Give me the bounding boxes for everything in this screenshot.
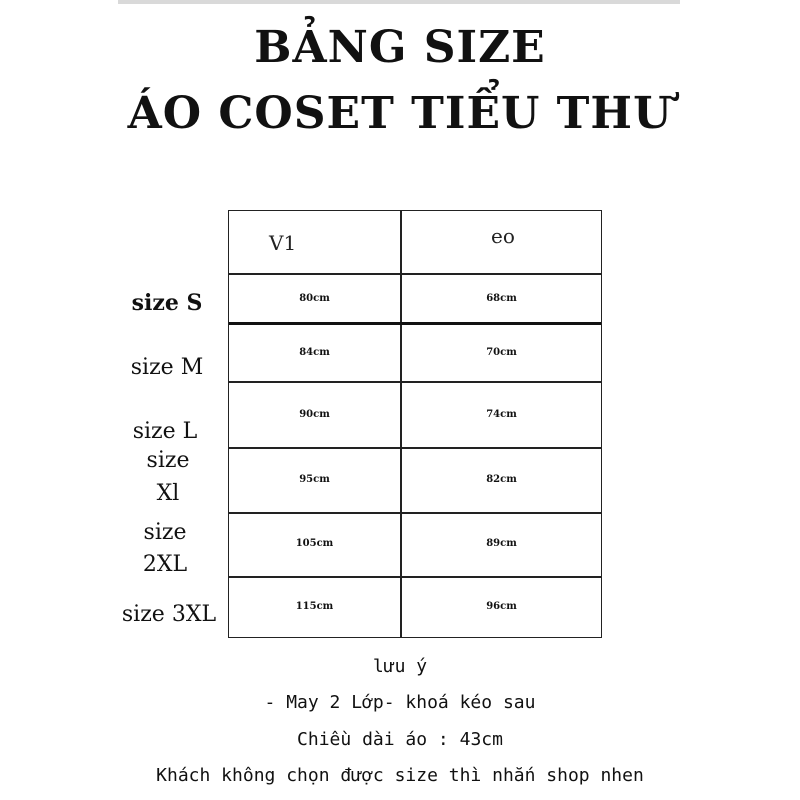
cell-l-eo: 74cm xyxy=(486,409,517,420)
row-label-xl-line2: Xl xyxy=(156,481,180,506)
top-divider xyxy=(118,0,680,4)
row-label-l: size L xyxy=(132,419,198,444)
row-label-3xl: size 3XL xyxy=(121,602,217,627)
row-label-2xl-line1: size xyxy=(143,520,187,545)
row-label-2xl-line2: 2XL xyxy=(142,552,188,577)
cell-2xl-eo: 89cm xyxy=(486,538,517,549)
cell-l-v1: 90cm xyxy=(299,409,330,420)
table-row-divider xyxy=(229,322,601,325)
cell-xl-eo: 82cm xyxy=(486,474,517,485)
cell-m-v1: 84cm xyxy=(299,347,330,358)
header-eo: eo xyxy=(491,224,515,248)
notes-line-3: Khách không chọn được size thì nhắn shop nhen xyxy=(156,765,644,786)
cell-3xl-eo: 96cm xyxy=(486,601,517,612)
table-row-divider xyxy=(229,576,601,578)
table-column-divider xyxy=(400,211,402,637)
table-row-divider xyxy=(229,273,601,275)
cell-2xl-v1: 105cm xyxy=(295,538,334,549)
table-row-divider xyxy=(229,512,601,514)
page-title: BẢNG SIZE xyxy=(254,22,546,73)
row-label-s: size S xyxy=(131,290,203,316)
page-subtitle: ÁO COSET TIỂU THƯ xyxy=(127,88,673,139)
size-table xyxy=(228,210,602,638)
table-row-divider xyxy=(229,447,601,449)
cell-3xl-v1: 115cm xyxy=(295,601,334,612)
row-label-m: size M xyxy=(130,355,204,380)
row-label-xl-line1: size xyxy=(146,448,190,473)
cell-m-eo: 70cm xyxy=(486,347,517,358)
header-v1: V1 xyxy=(269,231,297,255)
cell-xl-v1: 95cm xyxy=(299,474,330,485)
cell-s-v1: 80cm xyxy=(299,293,330,304)
table-row-divider xyxy=(229,381,601,383)
notes-heading: lưu ý xyxy=(372,656,428,677)
cell-s-eo: 68cm xyxy=(486,293,517,304)
notes-line-2: Chiều dài áo : 43cm xyxy=(297,729,503,750)
notes-line-1: - May 2 Lớp- khoá kéo sau xyxy=(264,692,536,713)
